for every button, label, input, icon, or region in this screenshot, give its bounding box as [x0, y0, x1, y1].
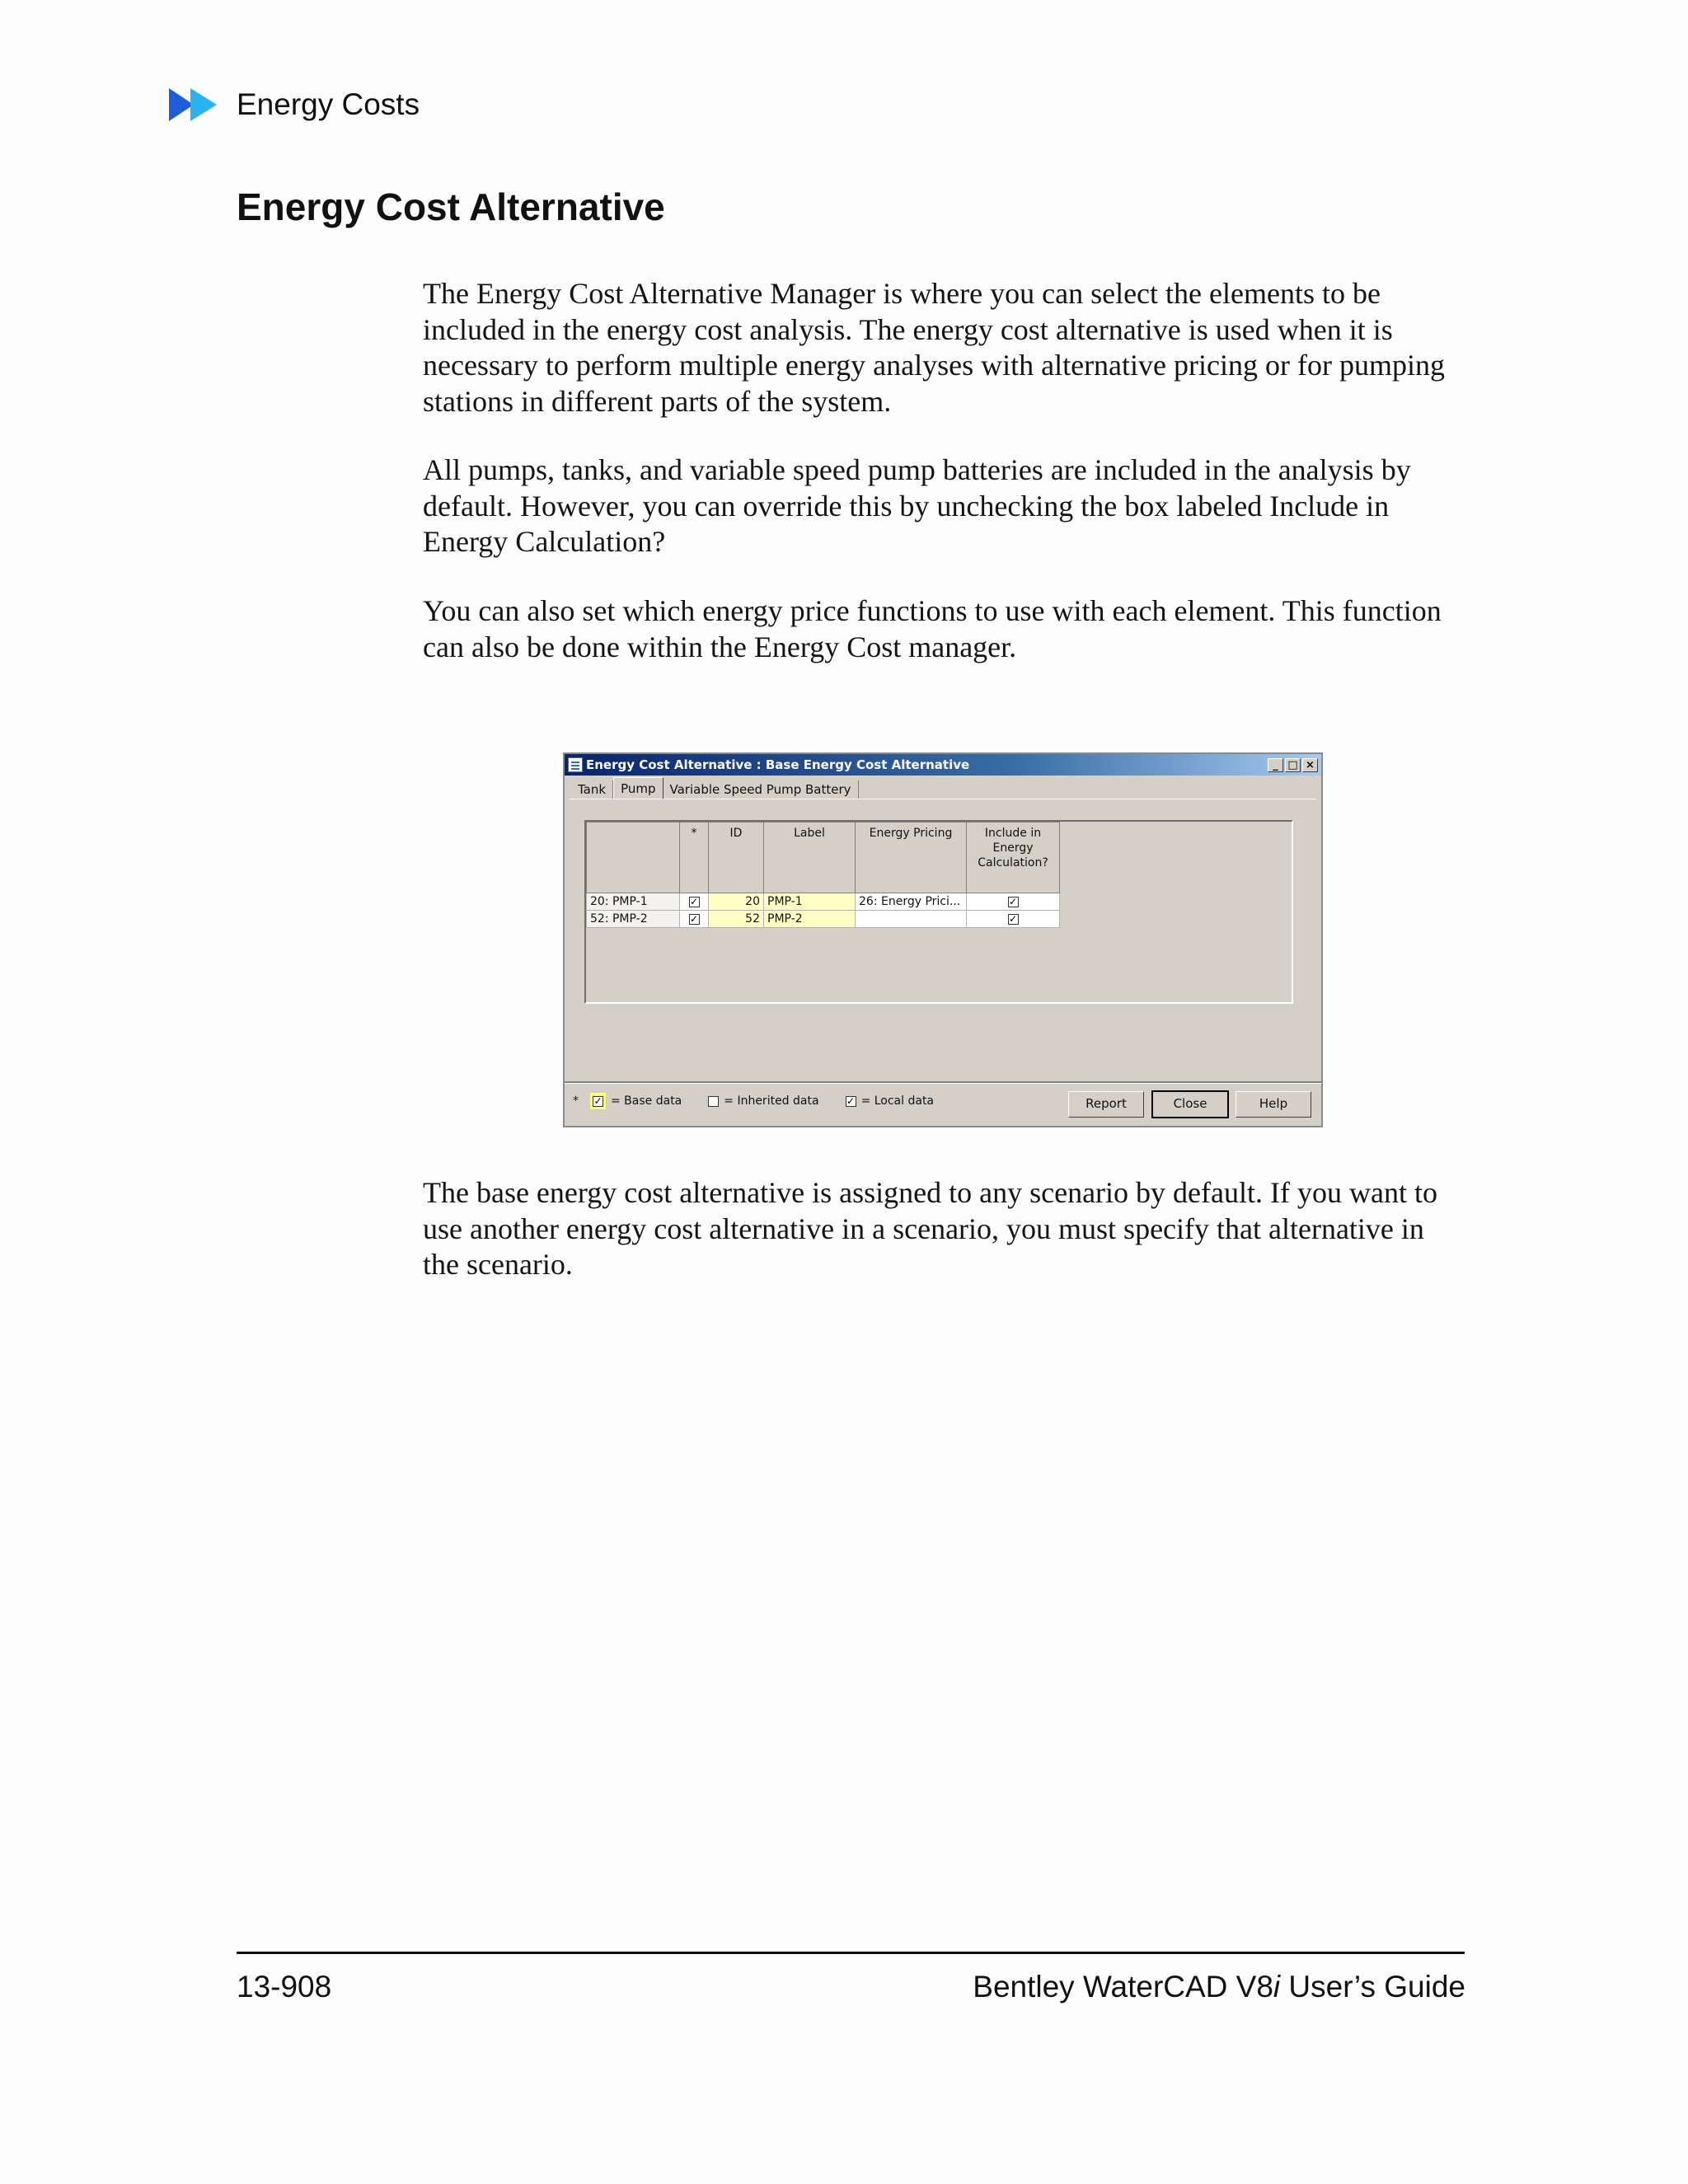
report-button[interactable]: Report — [1068, 1091, 1144, 1118]
section-title: Energy Cost Alternative — [237, 185, 665, 228]
checkbox-checked[interactable]: ✓ — [689, 895, 699, 907]
label-cell[interactable]: PMP-1 — [764, 893, 856, 911]
row-header[interactable]: 52: PMP-2 — [587, 911, 680, 928]
legend-base-text: = Base data — [611, 1094, 682, 1108]
minimize-button[interactable]: _ — [1268, 758, 1283, 772]
footer-rule — [237, 1952, 1465, 1954]
tab-pump[interactable]: Pump — [613, 777, 663, 799]
row-header-column — [587, 823, 680, 893]
column-header-include[interactable]: Include in Energy Calculation? — [967, 823, 1060, 893]
checkbox-checked[interactable]: ✓ — [1008, 895, 1018, 907]
guide-title — [973, 1970, 1465, 2004]
checkbox-checked-icon: ✓ — [593, 1094, 603, 1107]
base-data-cell[interactable] — [680, 893, 709, 911]
guide-title-italic: i — [1273, 1970, 1281, 2004]
legend-local-text: = Local data — [860, 1094, 935, 1108]
column-header-id[interactable]: ID — [709, 823, 764, 893]
window-icon — [568, 757, 583, 772]
page-number: 13-908 — [237, 1970, 332, 2004]
checkbox-checked[interactable]: ✓ — [689, 912, 699, 925]
legend-base-swatch — [590, 1093, 606, 1109]
table-row[interactable] — [587, 911, 1060, 928]
help-button[interactable]: Help — [1236, 1091, 1311, 1118]
paragraph-3: You can also set which energy price functions to use with each element. This function can also be done within the Energy Cost manager. — [423, 594, 1442, 663]
base-data-cell[interactable] — [680, 911, 709, 928]
status-divider — [565, 1081, 1321, 1084]
checkbox-checked[interactable]: ✓ — [1008, 912, 1018, 925]
running-head — [169, 87, 420, 123]
close-window-button[interactable]: × — [1302, 758, 1318, 772]
close-button[interactable]: Close — [1152, 1091, 1228, 1118]
id-cell[interactable]: 52 — [709, 911, 764, 928]
legend-star: * — [573, 1094, 579, 1108]
double-arrow-icon — [169, 87, 222, 123]
energy-pricing-cell[interactable] — [856, 911, 967, 928]
row-header[interactable]: 20: PMP-1 — [587, 893, 680, 911]
legend-inherited-text: = Inherited data — [724, 1094, 819, 1108]
dialog-titlebar[interactable] — [565, 754, 1321, 776]
checkbox-empty-icon — [708, 1096, 719, 1107]
dialog-title: Energy Cost Alternative : Base Energy Cost Alternative — [586, 757, 970, 772]
paragraph-1: The Energy Cost Alternative Manager is where you can select the elements to be included in the energy cost analysis. The energy cost alternative is used when it is necessary to perform multiple energy analyses with alternative pricing or for pumping stations in different parts of the system. — [423, 277, 1445, 418]
column-header-energy-pricing[interactable]: Energy Pricing — [856, 823, 967, 893]
paragraph-2: All pumps, tanks, and variable speed pump batteries are included in the analysis by default. However, you can override this by unchecking the box labeled Include in Energy Calculation? — [423, 453, 1411, 558]
guide-title-part: User’s Guide — [1280, 1970, 1465, 2004]
include-cell[interactable] — [967, 893, 1060, 911]
guide-title-part: Bentley WaterCAD V8 — [973, 1970, 1273, 2004]
tab-tank[interactable]: Tank — [571, 780, 613, 799]
label-cell[interactable]: PMP-2 — [764, 911, 856, 928]
column-header-label[interactable]: Label — [764, 823, 856, 893]
maximize-button[interactable]: □ — [1285, 758, 1301, 772]
running-head-text: Energy Costs — [237, 87, 420, 121]
column-header-star[interactable]: * — [680, 823, 709, 893]
tab-strip — [571, 777, 859, 799]
checkbox-checked-icon: ✓ — [846, 1094, 856, 1107]
energy-pricing-cell[interactable]: 26: Energy Prici... — [856, 893, 967, 911]
data-legend — [573, 1093, 934, 1109]
include-cell[interactable] — [967, 911, 1060, 928]
energy-cost-alternative-dialog — [563, 752, 1323, 1127]
table-row[interactable] — [587, 893, 1060, 911]
paragraph-4: The base energy cost alternative is assigned to any scenario by default. If you want to use another energy cost alternative in a scenario, you must specify that alternative in the scenario. — [423, 1176, 1437, 1281]
tab-variable-speed-pump-battery[interactable]: Variable Speed Pump Battery — [663, 780, 859, 799]
id-cell[interactable]: 20 — [709, 893, 764, 911]
pump-grid — [584, 820, 1293, 1004]
